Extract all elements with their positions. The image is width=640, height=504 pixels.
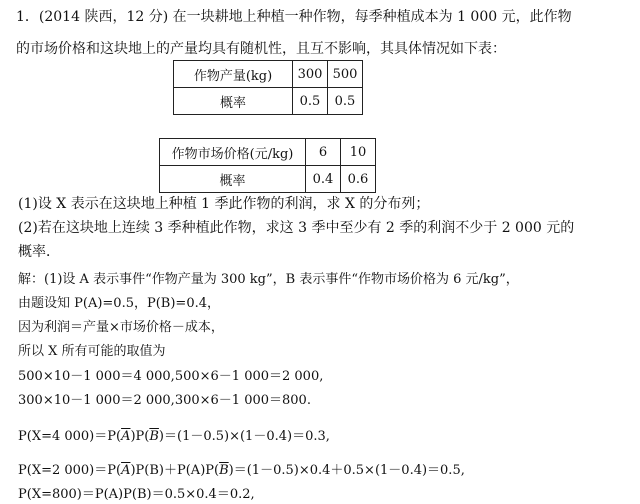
table-header-cell: 作物产量(kg) bbox=[174, 61, 293, 88]
table-row bbox=[160, 166, 376, 193]
subquestion-1: (1)设 X 表示在这块地上种植 1 季此作物的利润，求 X 的分布列； bbox=[18, 196, 430, 212]
subquestion-2-cont: 概率． bbox=[18, 244, 60, 260]
price-table bbox=[159, 138, 376, 193]
complement-b: $\overline{B}$ bbox=[219, 463, 229, 478]
table-cell: 0.4 bbox=[306, 166, 341, 193]
table-header-cell: 概率 bbox=[160, 166, 306, 193]
table-row bbox=[174, 88, 363, 115]
solution-line-8 bbox=[18, 462, 465, 480]
complement-b: $\overline{B}$ bbox=[149, 429, 159, 444]
table-cell: 0.6 bbox=[341, 166, 376, 193]
table-cell: 6 bbox=[306, 139, 341, 166]
solution-line-1: 解：(1)设 A 表示事件“作物产量为 300 kg”，B 表示事件“作物市场价格为 6 元/kg”， bbox=[18, 272, 519, 287]
complement-a: $\overline{A}$ bbox=[121, 463, 131, 478]
table-cell: 10 bbox=[341, 139, 376, 166]
table-row bbox=[160, 139, 376, 166]
table-cell: 300 bbox=[293, 61, 328, 88]
solution-line-4: 所以 X 所有可能的取值为 bbox=[18, 344, 166, 359]
complement-a: $\overline{A}$ bbox=[121, 429, 131, 444]
table-cell: 0.5 bbox=[328, 88, 363, 115]
formula-text: P(X=2 000)＝P( bbox=[18, 463, 122, 478]
solution-line-7 bbox=[18, 428, 330, 446]
solution-line-5: 500×10－1 000＝4 000,500×6－1 000＝2 000, bbox=[18, 369, 324, 384]
formula-text: )＝(1－0.5)×0.4＋0.5×(1－0.4)＝0.5, bbox=[228, 463, 465, 478]
yield-table bbox=[173, 60, 363, 115]
formula-text: )P(B)＋P(A)P( bbox=[130, 463, 220, 478]
solution-line-2: 由题设知 P(A)=0.5，P(B)=0.4， bbox=[18, 296, 220, 311]
formula-text: )P( bbox=[130, 429, 150, 444]
solution-line-3: 因为利润＝产量×市场价格－成本， bbox=[18, 320, 224, 335]
table-header-cell: 概率 bbox=[174, 88, 293, 115]
table-header-cell: 作物市场价格(元/kg) bbox=[160, 139, 306, 166]
formula-text: P(X=4 000)＝P( bbox=[18, 429, 122, 444]
table-row bbox=[174, 61, 363, 88]
formula-text: )＝(1－0.5)×(1－0.4)＝0.3, bbox=[158, 429, 330, 444]
subquestion-2: (2)若在这块地上连续 3 季种植此作物，求这 3 季中至少有 2 季的利润不少于 2 000 元的 bbox=[18, 220, 575, 236]
question-line-1: 1．(2014 陕西，12 分) 在一块耕地上种植一种作物，每季种植成本为 1 000 元，此作物 bbox=[16, 9, 572, 25]
table-cell: 0.5 bbox=[293, 88, 328, 115]
question-line-2: 的市场价格和这块地上的产量均具有随机性，且互不影响，其具体情况如下表： bbox=[16, 41, 506, 57]
solution-line-6: 300×10－1 000＝2 000,300×6－1 000＝800. bbox=[18, 393, 311, 408]
solution-line-9: P(X=800)＝P(A)P(B)＝0.5×0.4＝0.2, bbox=[18, 487, 255, 502]
table-cell: 500 bbox=[328, 61, 363, 88]
